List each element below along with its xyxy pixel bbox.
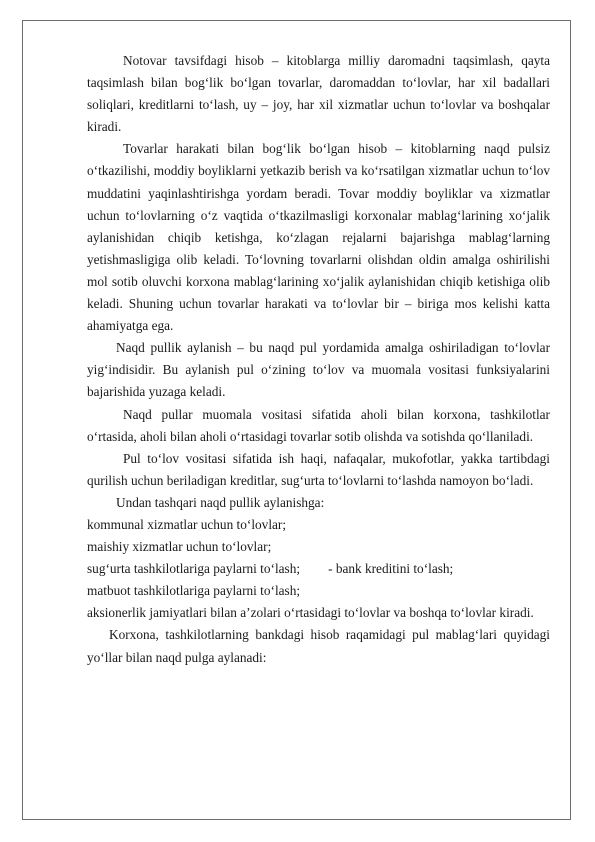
document-body [87, 50, 550, 669]
paragraph-non-commodity-settlements: Notovar tavsifdagi hisob – kitoblarga milliy daromadni taqsimlash, qayta taqsimlash bilan bog‘lik bo‘lgan tovarlar, daromaddan to‘lovlar, har xil badallari soliqlari, kreditlarni to‘lash, uy – joy, har xil xizmatlar uchun to‘lovlar va boshqalar kiradi. [87, 53, 550, 135]
list-item: maishiy xizmatlar uchun to‘lovlar; [87, 539, 272, 555]
paragraph-commodity-settlements: Tovarlar harakati bilan bog‘lik bo‘lgan hisob – kitoblarning naqd pulsiz o‘tkazilishi, moddiy boyliklarni yetkazib berish va ko‘rsatilgan xizmatlar uchun to‘lov muddatini yaqinlashtirishga yordam beradi. Tovar moddiy boyliklar va xizmatlar uchun to‘lovlarning o‘z vaqtida o‘tkazilmasligi korxonalar mablag‘larining xo‘jalik aylanishidan chiqib ketishga, ko‘zlagan rejalarni bajarishga mablag‘larning yetishmasligiga olib keladi. To‘lovning tovarlarni olishdan oldin amalga oshirilishi mol sotib oluvchi korxona mablag‘larining xo‘jalik aylanishidan chiqib ketishiga olib keladi. Shuning uchun tovarlar harakati va to‘lovlar bir – biriga mos kelishi katta ahamiyatga ega. [87, 141, 550, 334]
list-item: sug‘urta tashkilotlariga paylarni to‘lash; [87, 561, 301, 577]
paragraph-list-intro: Undan tashqari naqd pullik aylanishga: [116, 494, 325, 510]
list-item: - bank kreditini to‘lash; [328, 561, 454, 577]
paragraph-closing: Korxona, tashkilotlarning bankdagi hisob raqamidagi pul mablag‘lari quyidagi yo‘llar bilan naqd pulga aylanadi: [87, 627, 550, 665]
list-item: matbuot tashkilotlariga paylarni to‘lash; [87, 583, 301, 599]
paragraph-cash-medium-of-exchange: Naqd pullar muomala vositasi sifatida aholi bilan korxona, tashkilotlar o‘rtasida, aholi bilan aholi o‘rtasidagi tovarlar sotib olishda va sotishda qo‘llaniladi. [87, 406, 550, 444]
paragraph-cash-turnover-definition: Naqd pullik aylanish – bu naqd pul yordamida amalga oshiriladigan to‘lovlar yig‘indisidir. Bu aylanish pul o‘zining to‘lov va muomala vositasi funksiyalarini bajarishida yuzaga keladi. [87, 340, 550, 400]
list-item: aksionerlik jamiyatlari bilan a’zolari o‘rtasidagi to‘lovlar va boshqa to‘lovlar kiradi. [87, 605, 534, 621]
list-item: kommunal xizmatlar uchun to‘lovlar; [87, 516, 287, 532]
list-item-row [87, 558, 550, 580]
paragraph-cash-means-of-payment: Pul to‘lov vositasi sifatida ish haqi, nafaqalar, mukofotlar, yakka tartibdagi qurilish uchun beriladigan kreditlar, sug‘urta to‘lovlarni to‘lashda namoyon bo‘ladi. [87, 450, 550, 488]
